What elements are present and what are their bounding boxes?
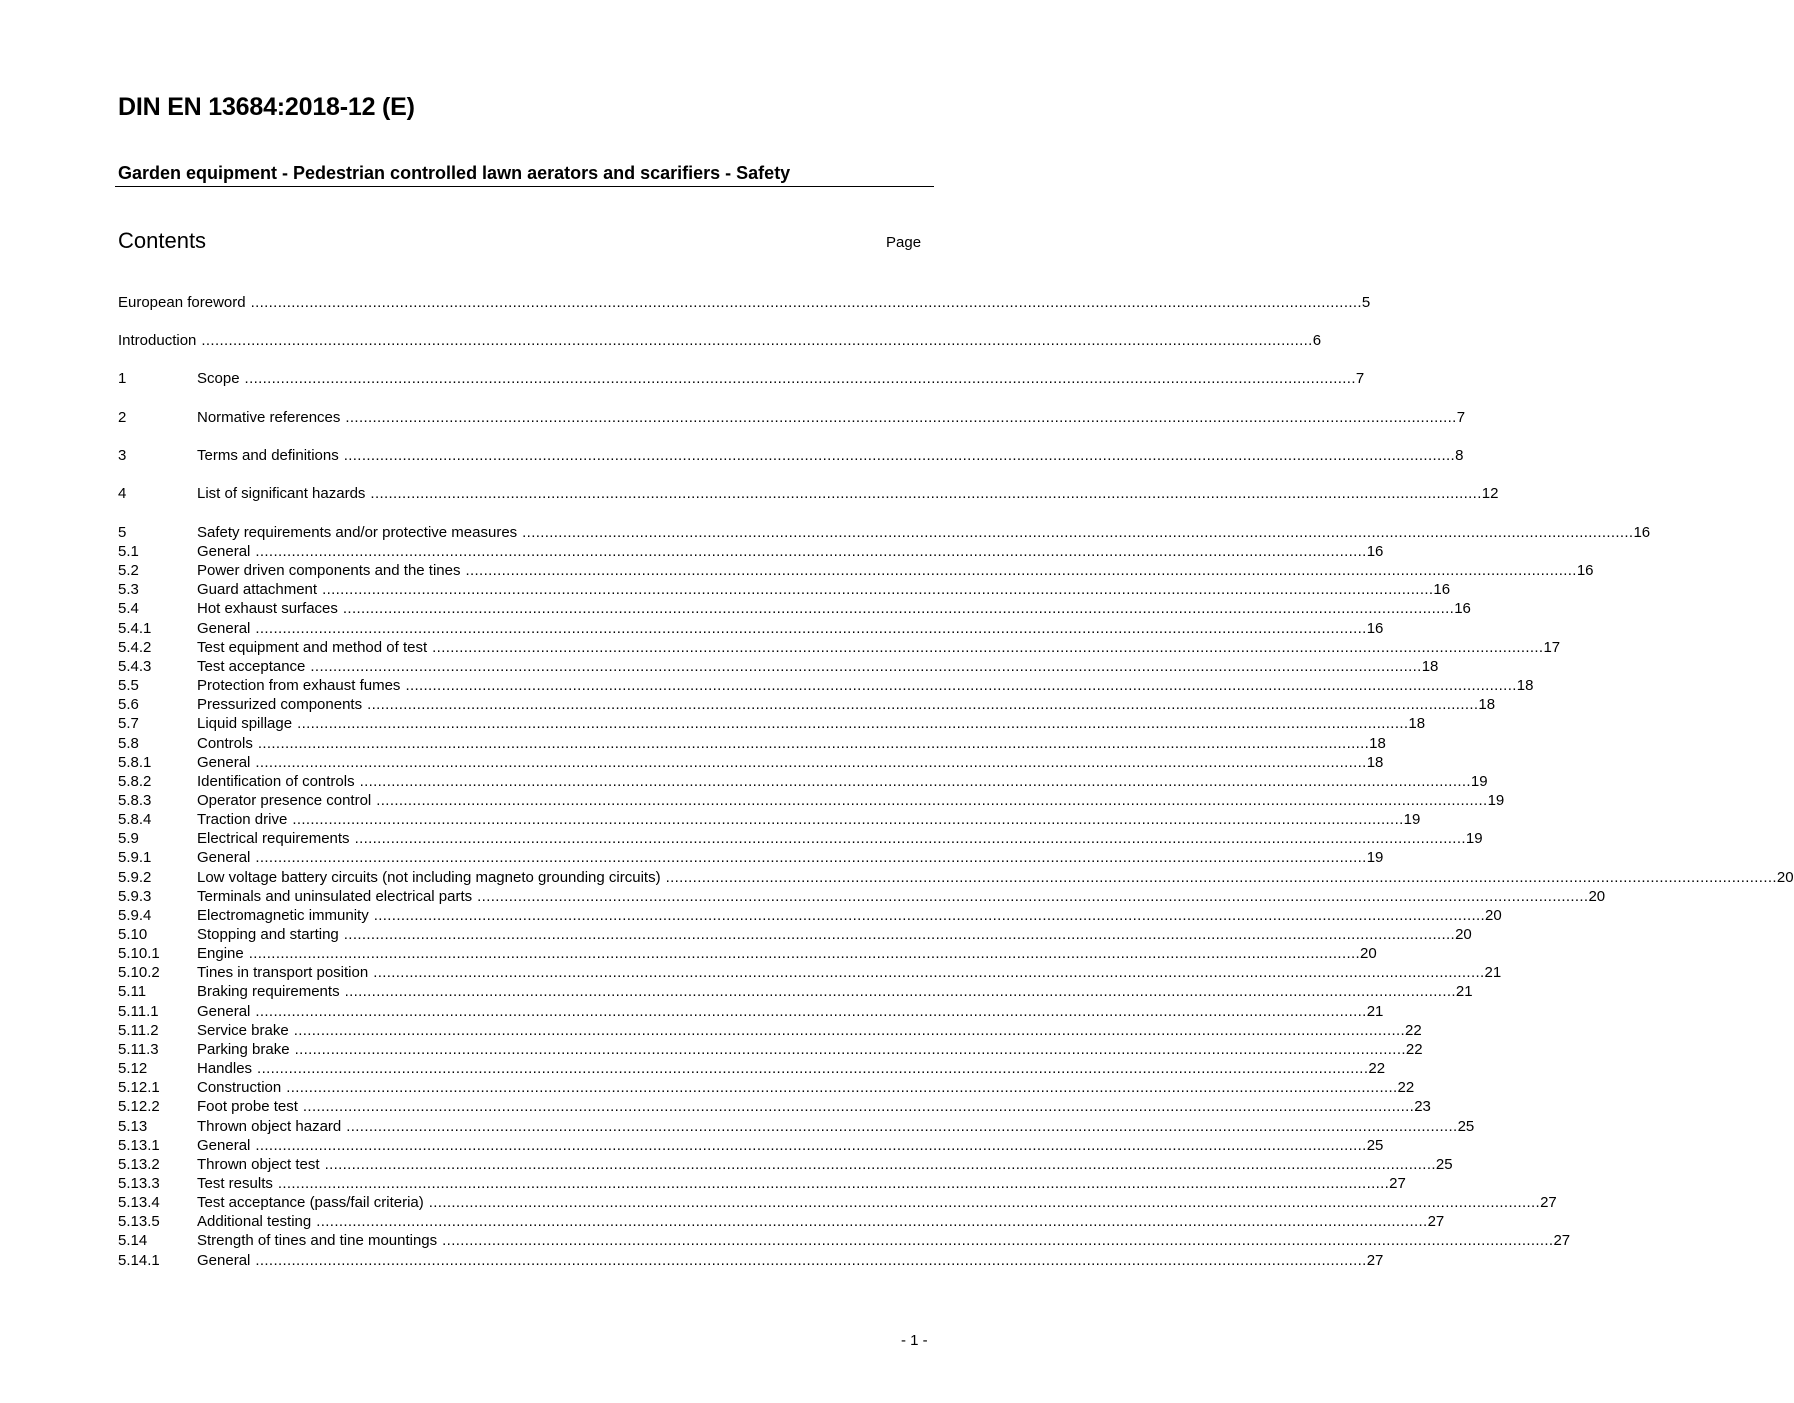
toc-entry[interactable] bbox=[118, 619, 1384, 638]
toc-entry-number: 5.9.1 bbox=[118, 849, 152, 867]
toc-dot-leader: ...................................................................................................................................................................................................................................................... bbox=[277, 1174, 1390, 1192]
toc-entry-page: 18 bbox=[1478, 696, 1496, 714]
toc-entry-title: Power driven components and the tines bbox=[197, 562, 461, 580]
toc-entry-number: 5.13.1 bbox=[118, 1136, 160, 1154]
toc-dot-leader: ...................................................................................................................................................................................................................................................... bbox=[665, 868, 1777, 886]
toc-entry-number: 5.10.1 bbox=[118, 945, 160, 963]
toc-entry-title: Protection from exhaust fumes bbox=[197, 677, 401, 695]
toc-entry-number: 5.4.3 bbox=[118, 657, 152, 675]
toc-entry-number: 5.8.2 bbox=[118, 772, 152, 790]
toc-entry-page: 7 bbox=[1456, 409, 1466, 426]
toc-dot-leader: ...................................................................................................................................................................................................................................................... bbox=[324, 1155, 1436, 1173]
toc-dot-leader: ...................................................................................................................................................................................................................................................... bbox=[428, 1194, 1541, 1212]
toc-entry-page: 19 bbox=[1487, 791, 1505, 809]
document-title: DIN EN 13684:2018-12 (E) bbox=[118, 93, 415, 121]
toc-entry-title: Guard attachment bbox=[197, 581, 318, 599]
toc-entry[interactable] bbox=[118, 523, 1651, 542]
toc-dot-leader: ...................................................................................................................................................................................................................................................... bbox=[432, 638, 1544, 656]
toc-entry-page: 16 bbox=[1633, 524, 1651, 541]
toc-entry-page: 18 bbox=[1369, 734, 1386, 752]
toc-entry-line bbox=[197, 772, 1488, 791]
toc-entry-page: 16 bbox=[1576, 562, 1594, 580]
toc-entry-title: General bbox=[197, 753, 251, 771]
toc-entry[interactable] bbox=[118, 1078, 1415, 1097]
toc-entry-title: Traction drive bbox=[197, 811, 288, 829]
toc-entry-page: 6 bbox=[1312, 332, 1322, 349]
contents-heading: Contents bbox=[118, 228, 207, 253]
toc-entry[interactable] bbox=[118, 599, 1471, 618]
toc-entry-page: 20 bbox=[1588, 887, 1606, 905]
toc-dot-leader: ...................................................................................................................................................................................................................................................... bbox=[359, 772, 1471, 790]
toc-entry-number: 5.2 bbox=[118, 562, 139, 580]
toc-entry-title: General bbox=[197, 1136, 251, 1154]
toc-entry[interactable] bbox=[118, 676, 1534, 695]
toc-dot-leader: ...................................................................................................................................................................................................................................................... bbox=[405, 677, 1517, 695]
toc-entry-number: 5.8.1 bbox=[118, 753, 152, 771]
toc-entry-number: 5.9.4 bbox=[118, 906, 152, 924]
toc-entry-title: Parking brake bbox=[197, 1040, 290, 1058]
toc-entry-line bbox=[197, 638, 1561, 657]
toc-dot-leader: ...................................................................................................................................................................................................................................................... bbox=[442, 1232, 1554, 1250]
toc-entry-number: 4 bbox=[118, 485, 127, 502]
toc-entry-line bbox=[197, 1212, 1445, 1231]
toc-entry-page: 21 bbox=[1455, 983, 1473, 1001]
toc-entry-page: 18 bbox=[1408, 715, 1426, 733]
toc-dot-leader: ...................................................................................................................................................................................................................................................... bbox=[465, 562, 1577, 580]
toc-entry-title: Identification of controls bbox=[197, 772, 355, 790]
toc-entry-line bbox=[197, 657, 1439, 676]
toc-entry-title: Foot probe test bbox=[197, 1098, 298, 1116]
toc-entry-page: 19 bbox=[1465, 830, 1483, 848]
toc-entry-title: General bbox=[197, 849, 251, 867]
toc-dot-leader: ...................................................................................................................................................................................................................................................... bbox=[342, 600, 1455, 618]
toc-entry-page: 7 bbox=[1355, 370, 1365, 387]
toc-dot-leader: ...................................................................................................................................................................................................................................................... bbox=[297, 715, 1409, 733]
toc-entry[interactable] bbox=[118, 580, 1451, 599]
toc-entry[interactable] bbox=[118, 868, 1794, 887]
toc-entry-title: Electrical requirements bbox=[197, 830, 350, 848]
toc-entry-number: 5.9.3 bbox=[118, 887, 152, 905]
toc-entry[interactable] bbox=[118, 848, 1384, 867]
toc-entry-line bbox=[118, 331, 1322, 350]
toc-dot-leader: ...................................................................................................................................................................................................................................................... bbox=[250, 294, 1362, 311]
toc-dot-leader: ...................................................................................................................................................................................................................................................... bbox=[344, 983, 1456, 1001]
toc-entry-title: General bbox=[197, 543, 251, 560]
toc-dot-leader: ...................................................................................................................................................................................................................................................... bbox=[248, 945, 1361, 963]
toc-entry-line bbox=[197, 619, 1384, 638]
toc-entry-line bbox=[197, 829, 1483, 848]
toc-entry-page: 20 bbox=[1485, 906, 1502, 924]
toc-entry-title: Test equipment and method of test bbox=[197, 638, 428, 656]
toc-entry-title: List of significant hazards bbox=[197, 485, 366, 502]
toc-dot-leader: ...................................................................................................................................................................................................................................................... bbox=[373, 906, 1486, 924]
toc-entry-number: 5.8.4 bbox=[118, 811, 152, 829]
toc-entry-number: 5.4.2 bbox=[118, 638, 152, 656]
toc-entry-line bbox=[197, 1097, 1431, 1116]
toc-entry-line bbox=[197, 446, 1464, 465]
toc-entry-number: 5.12.1 bbox=[118, 1079, 160, 1097]
toc-entry[interactable] bbox=[118, 1059, 1386, 1078]
toc-dot-leader: ...................................................................................................................................................................................................................................................... bbox=[376, 791, 1488, 809]
toc-entry-line bbox=[197, 906, 1502, 925]
toc-entry-line bbox=[197, 1155, 1453, 1174]
toc-entry[interactable] bbox=[118, 695, 1496, 714]
toc-entry-line bbox=[197, 791, 1505, 810]
toc-entry-title: Test acceptance (pass/fail criteria) bbox=[197, 1194, 424, 1212]
toc-entry-title: Service brake bbox=[197, 1021, 289, 1039]
toc-entry-page: 18 bbox=[1421, 657, 1439, 675]
toc-entry-title: Pressurized components bbox=[197, 696, 363, 714]
toc-entry-page: 27 bbox=[1540, 1194, 1557, 1212]
toc-dot-leader: ...................................................................................................................................................................................................................................................... bbox=[255, 1136, 1367, 1154]
toc-dot-leader: ...................................................................................................................................................................................................................................................... bbox=[354, 830, 1466, 848]
toc-entry[interactable] bbox=[118, 293, 1371, 312]
toc-entry-line bbox=[197, 868, 1794, 887]
toc-entry-number: 3 bbox=[118, 447, 127, 464]
toc-entry[interactable] bbox=[118, 561, 1594, 580]
toc-entry-title: General bbox=[197, 1251, 251, 1269]
toc-entry[interactable] bbox=[118, 1097, 1431, 1116]
toc-entry[interactable] bbox=[118, 484, 1499, 503]
toc-entry-line bbox=[197, 1078, 1415, 1097]
toc-entry[interactable] bbox=[118, 542, 1384, 561]
toc-entry-page: 27 bbox=[1427, 1213, 1445, 1231]
toc-entry-line bbox=[197, 561, 1594, 580]
toc-entry[interactable] bbox=[118, 1231, 1571, 1250]
toc-entry-page: 22 bbox=[1405, 1021, 1422, 1039]
toc-entry-page: 20 bbox=[1455, 926, 1472, 943]
toc-entry-line bbox=[197, 695, 1496, 714]
toc-dot-leader: ...................................................................................................................................................................................................................................................... bbox=[286, 1079, 1398, 1097]
toc-entry-page: 22 bbox=[1397, 1079, 1415, 1097]
toc-dot-leader: ...................................................................................................................................................................................................................................................... bbox=[310, 657, 1422, 675]
toc-entry-line bbox=[197, 1002, 1384, 1021]
toc-entry-number: 5.5 bbox=[118, 677, 139, 695]
toc-entry-line bbox=[197, 1193, 1557, 1212]
toc-dot-leader: ...................................................................................................................................................................................................................................................... bbox=[373, 964, 1485, 982]
toc-entry-page: 19 bbox=[1403, 811, 1421, 829]
toc-entry-title: Thrown object test bbox=[197, 1155, 320, 1173]
toc-entry-number: 5.6 bbox=[118, 696, 139, 714]
toc-entry-page: 22 bbox=[1405, 1040, 1423, 1058]
toc-dot-leader: ...................................................................................................................................................................................................................................................... bbox=[257, 1060, 1369, 1078]
toc-entry-line bbox=[197, 753, 1384, 772]
toc-entry-page: 18 bbox=[1516, 677, 1534, 695]
toc-entry-number: 5.11 bbox=[118, 983, 147, 1001]
toc-entry[interactable] bbox=[118, 714, 1426, 733]
toc-entry[interactable] bbox=[118, 772, 1488, 791]
toc-dot-leader: ...................................................................................................................................................................................................................................................... bbox=[343, 926, 1456, 943]
toc-dot-leader: ...................................................................................................................................................................................................................................................... bbox=[255, 849, 1367, 867]
toc-entry-page: 27 bbox=[1389, 1174, 1406, 1192]
toc-entry-title: Scope bbox=[197, 370, 240, 387]
toc-entry[interactable] bbox=[118, 1117, 1475, 1136]
toc-entry[interactable] bbox=[118, 1193, 1557, 1212]
toc-entry-line bbox=[197, 848, 1384, 867]
toc-entry[interactable] bbox=[118, 810, 1421, 829]
toc-entry-title: Safety requirements and/or protective measures bbox=[197, 524, 518, 541]
toc-entry[interactable] bbox=[118, 1136, 1384, 1155]
toc-entry-title: Controls bbox=[197, 734, 253, 752]
toc-entry-page: 19 bbox=[1366, 849, 1384, 867]
toc-entry[interactable] bbox=[118, 369, 1365, 388]
toc-entry-title: General bbox=[197, 1002, 251, 1020]
toc-entry-line bbox=[197, 523, 1651, 542]
toc-entry-number: 5.12.2 bbox=[118, 1098, 160, 1116]
toc-entry-page: 17 bbox=[1543, 638, 1561, 656]
toc-dot-leader: ...................................................................................................................................................................................................................................................... bbox=[255, 753, 1367, 771]
toc-dot-leader: ...................................................................................................................................................................................................................................................... bbox=[343, 447, 1456, 464]
toc-entry-number: 5.9.2 bbox=[118, 868, 152, 886]
toc-dot-leader: ...................................................................................................................................................................................................................................................... bbox=[346, 1117, 1458, 1135]
toc-entry[interactable] bbox=[118, 925, 1472, 944]
toc-entry[interactable] bbox=[118, 1251, 1384, 1270]
toc-entry-number: 2 bbox=[118, 409, 127, 426]
toc-dot-leader: ...................................................................................................................................................................................................................................................... bbox=[255, 543, 1367, 560]
toc-entry-title: Terms and definitions bbox=[197, 447, 339, 464]
toc-dot-leader: ...................................................................................................................................................................................................................................................... bbox=[293, 1021, 1406, 1039]
toc-entry[interactable] bbox=[118, 331, 1322, 350]
toc-entry-page: 21 bbox=[1484, 964, 1502, 982]
toc-entry-title: Hot exhaust surfaces bbox=[197, 600, 338, 618]
toc-entry-number: 5.11.1 bbox=[118, 1002, 159, 1020]
toc-entry-number: 5.11.2 bbox=[118, 1021, 159, 1039]
toc-entry-line bbox=[197, 734, 1386, 753]
toc-dot-leader: ...................................................................................................................................................................................................................................................... bbox=[367, 696, 1479, 714]
toc-entry-title: Low voltage battery circuits (not including magneto grounding circuits) bbox=[197, 868, 661, 886]
toc-entry-line bbox=[197, 944, 1377, 963]
toc-dot-leader: ...................................................................................................................................................................................................................................................... bbox=[294, 1040, 1406, 1058]
toc-dot-leader: ...................................................................................................................................................................................................................................................... bbox=[255, 1002, 1367, 1020]
toc-entry[interactable] bbox=[118, 944, 1377, 963]
toc-entry-title: Stopping and starting bbox=[197, 926, 339, 943]
title-rule bbox=[115, 186, 934, 187]
toc-entry-number: 5.4.1 bbox=[118, 619, 152, 637]
toc-entry-page: 20 bbox=[1360, 945, 1377, 963]
toc-entry-line bbox=[118, 293, 1371, 312]
toc-entry-number: 5.13.4 bbox=[118, 1194, 160, 1212]
toc-entry[interactable] bbox=[118, 887, 1606, 906]
toc-entry[interactable] bbox=[118, 734, 1386, 753]
toc-entry-number: 5.13.2 bbox=[118, 1155, 160, 1173]
toc-entry-page: 16 bbox=[1366, 619, 1384, 637]
toc-entry-number: 5.1 bbox=[118, 543, 139, 560]
toc-entry-line bbox=[197, 1251, 1384, 1270]
toc-entry-page: 16 bbox=[1366, 543, 1384, 560]
toc-entry-title: Operator presence control bbox=[197, 791, 372, 809]
document-subtitle: Garden equipment - Pedestrian controlled lawn aerators and scarifiers - Safety bbox=[118, 163, 791, 183]
toc-dot-leader: ...................................................................................................................................................................................................................................................... bbox=[345, 409, 1457, 426]
toc-entry-number: 5.11.3 bbox=[118, 1040, 159, 1058]
toc-entry-title: Terminals and uninsulated electrical parts bbox=[197, 887, 473, 905]
toc-entry-number: 5.13.5 bbox=[118, 1213, 160, 1231]
toc-entry-title: Braking requirements bbox=[197, 983, 340, 1001]
toc-dot-leader: ...................................................................................................................................................................................................................................................... bbox=[477, 887, 1589, 905]
toc-dot-leader: ...................................................................................................................................................................................................................................................... bbox=[316, 1213, 1428, 1231]
toc-entry-title: European foreword bbox=[118, 294, 246, 311]
toc-entry-title: General bbox=[197, 619, 251, 637]
toc-entry-title: Handles bbox=[197, 1060, 253, 1078]
toc-entry-title: Construction bbox=[197, 1079, 282, 1097]
toc-entry-page: 19 bbox=[1470, 772, 1488, 790]
toc-entry-page: 21 bbox=[1366, 1002, 1384, 1020]
toc-dot-leader: ...................................................................................................................................................................................................................................................... bbox=[201, 332, 1313, 349]
toc-entry[interactable] bbox=[118, 1155, 1453, 1174]
toc-dot-leader: ...................................................................................................................................................................................................................................................... bbox=[255, 619, 1367, 637]
toc-entry-line bbox=[197, 714, 1426, 733]
toc-entry-number: 5.14.1 bbox=[118, 1251, 160, 1269]
toc-entry-title: Thrown object hazard bbox=[197, 1117, 342, 1135]
toc-entry-line bbox=[197, 542, 1384, 561]
toc-entry-number: 5.8 bbox=[118, 734, 139, 752]
toc-entry-page: 20 bbox=[1776, 868, 1794, 886]
toc-entry-number: 5 bbox=[118, 524, 127, 541]
toc-entry-number: 5.9 bbox=[118, 830, 139, 848]
toc-entry-page: 16 bbox=[1433, 581, 1451, 599]
toc-entry[interactable] bbox=[118, 906, 1502, 925]
toc-entry-title: Test results bbox=[197, 1174, 273, 1192]
toc-entry[interactable] bbox=[118, 791, 1505, 810]
toc-entry-page: 18 bbox=[1366, 753, 1384, 771]
toc-entry-line bbox=[197, 408, 1466, 427]
toc-entry-number: 1 bbox=[118, 370, 127, 387]
toc-entry-page: 5 bbox=[1361, 294, 1371, 311]
toc-entry-line bbox=[197, 925, 1472, 944]
toc-entry-title: Normative references bbox=[197, 409, 341, 426]
toc-entry-page: 8 bbox=[1455, 447, 1464, 464]
page-number: - 1 - bbox=[901, 1332, 928, 1349]
toc-entry-line bbox=[197, 369, 1365, 388]
toc-entry-line bbox=[197, 963, 1502, 982]
toc-dot-leader: ...................................................................................................................................................................................................................................................... bbox=[244, 370, 1356, 387]
toc-entry[interactable] bbox=[118, 1174, 1406, 1193]
toc-entry-page: 25 bbox=[1457, 1117, 1475, 1135]
toc-entry-title: Engine bbox=[197, 945, 244, 963]
toc-entry-page: 25 bbox=[1435, 1155, 1453, 1173]
toc-entry-title: Introduction bbox=[118, 332, 197, 349]
toc-entry-line bbox=[197, 1040, 1423, 1059]
toc-entry-title: Additional testing bbox=[197, 1213, 312, 1231]
toc-entry[interactable] bbox=[118, 1002, 1384, 1021]
toc-entry-number: 5.14 bbox=[118, 1232, 148, 1250]
toc-entry-number: 5.13.3 bbox=[118, 1174, 160, 1192]
toc-dot-leader: ...................................................................................................................................................................................................................................................... bbox=[522, 524, 1634, 541]
toc-entry-number: 5.10 bbox=[118, 926, 148, 943]
toc-entry[interactable] bbox=[118, 829, 1483, 848]
toc-entry-page: 25 bbox=[1366, 1136, 1384, 1154]
toc-entry-line bbox=[197, 1059, 1386, 1078]
toc-entry-title: Electromagnetic immunity bbox=[197, 906, 369, 924]
toc-dot-leader: ...................................................................................................................................................................................................................................................... bbox=[292, 811, 1404, 829]
toc-entry[interactable] bbox=[118, 753, 1384, 772]
toc-entry-title: Test acceptance bbox=[197, 657, 306, 675]
toc-entry[interactable] bbox=[118, 408, 1466, 427]
toc-entry-title: Tines in transport position bbox=[197, 964, 369, 982]
toc-entry[interactable] bbox=[118, 1021, 1422, 1040]
toc-dot-leader: ...................................................................................................................................................................................................................................................... bbox=[257, 734, 1370, 752]
toc-entry[interactable] bbox=[118, 963, 1502, 982]
toc-entry[interactable] bbox=[118, 982, 1473, 1001]
toc-entry-line bbox=[197, 982, 1473, 1001]
toc-entry-number: 5.12 bbox=[118, 1060, 148, 1078]
toc-entry-line bbox=[197, 1174, 1406, 1193]
toc-entry-number: 5.10.2 bbox=[118, 964, 160, 982]
page-column-heading: Page bbox=[886, 234, 922, 251]
toc-entry[interactable] bbox=[118, 1212, 1445, 1231]
toc-entry-number: 5.7 bbox=[118, 715, 139, 733]
toc-entry-line bbox=[197, 1231, 1571, 1250]
toc-entry-page: 22 bbox=[1368, 1060, 1386, 1078]
toc-dot-leader: ...................................................................................................................................................................................................................................................... bbox=[302, 1098, 1415, 1116]
toc-entry-line bbox=[197, 580, 1451, 599]
toc-entry-page: 27 bbox=[1553, 1232, 1571, 1250]
toc-entry[interactable] bbox=[118, 1040, 1423, 1059]
toc-dot-leader: ...................................................................................................................................................................................................................................................... bbox=[322, 581, 1434, 599]
toc-entry[interactable] bbox=[118, 446, 1464, 465]
toc-entry-line bbox=[197, 887, 1606, 906]
toc-entry[interactable] bbox=[118, 657, 1439, 676]
toc-dot-leader: ...................................................................................................................................................................................................................................................... bbox=[370, 485, 1482, 502]
toc-entry-line bbox=[197, 1136, 1384, 1155]
toc-entry-title: Strength of tines and tine mountings bbox=[197, 1232, 438, 1250]
toc-entry-page: 12 bbox=[1481, 485, 1499, 502]
toc-entry-line bbox=[197, 484, 1499, 503]
toc-dot-leader: ...................................................................................................................................................................................................................................................... bbox=[255, 1251, 1367, 1269]
toc-entry-number: 5.3 bbox=[118, 581, 139, 599]
toc-entry-line bbox=[197, 810, 1421, 829]
toc-entry-number: 5.13 bbox=[118, 1117, 148, 1135]
toc-entry-line bbox=[197, 599, 1471, 618]
toc-entry-page: 23 bbox=[1414, 1098, 1431, 1116]
toc-entry-line bbox=[197, 676, 1534, 695]
toc-entry-title: Liquid spillage bbox=[197, 715, 293, 733]
toc-entry-line bbox=[197, 1117, 1475, 1136]
toc-entry-page: 27 bbox=[1366, 1251, 1384, 1269]
toc-entry-line bbox=[197, 1021, 1422, 1040]
toc-entry-page: 16 bbox=[1454, 600, 1471, 618]
toc-entry[interactable] bbox=[118, 638, 1561, 657]
toc-entry-number: 5.4 bbox=[118, 600, 139, 618]
toc-entry-number: 5.8.3 bbox=[118, 791, 152, 809]
